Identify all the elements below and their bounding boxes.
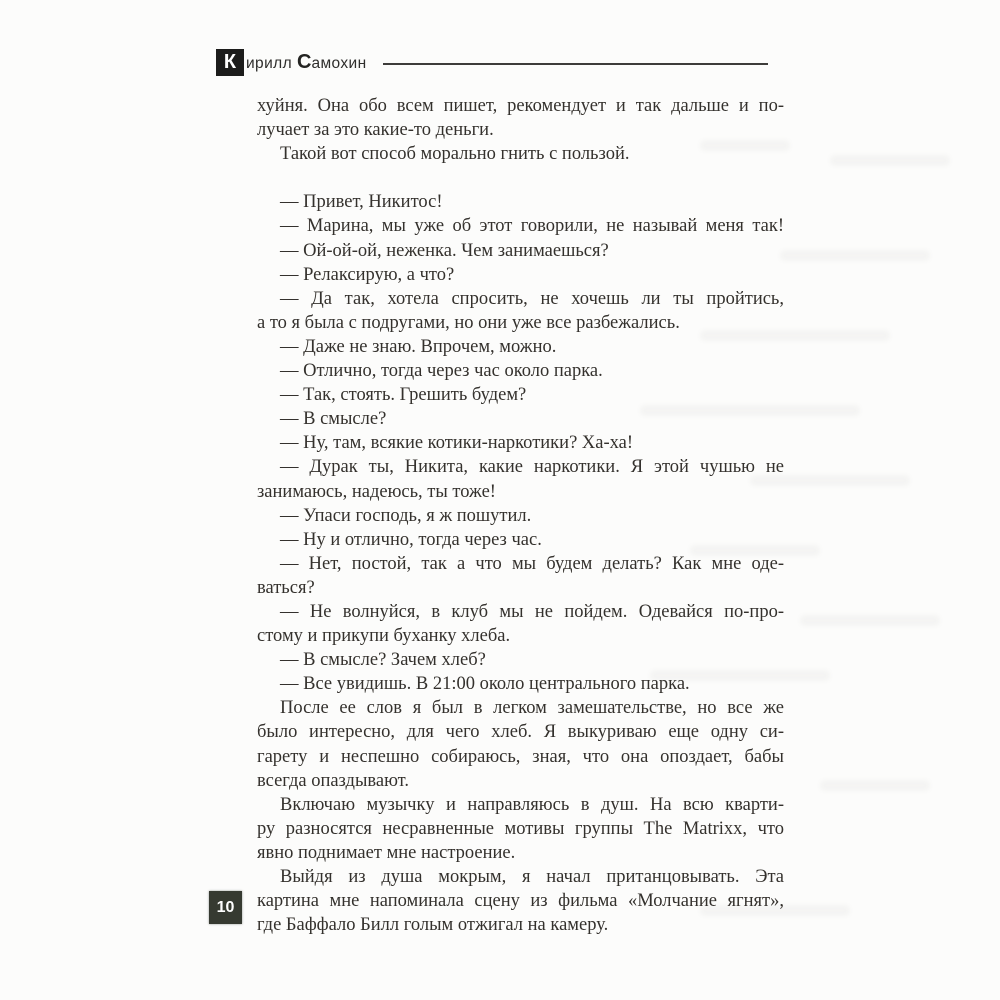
text-line: — Нет, постой, так а что мы будем делать? Как мне оде-	[280, 553, 784, 574]
text-line: — Дурак ты, Никита, какие наркотики. Я этой чушью не	[280, 457, 784, 478]
text-line	[257, 166, 784, 190]
text-line: хуйня. Она обо всем пишет, рекомендует и так дальше и по-	[257, 96, 784, 116]
page-number-badge	[209, 891, 242, 924]
body-text	[257, 94, 784, 937]
text-line: — Привет, Никитос!	[280, 192, 443, 213]
text-line: — В смысле? Зачем хлеб?	[280, 650, 486, 671]
text-line: — Упаси господь, я ж пошутил.	[280, 505, 532, 526]
text-line: ваться?	[257, 577, 315, 598]
text-line: — В смысле?	[280, 409, 387, 430]
author-surname-initial: С	[297, 51, 312, 73]
text-line: Включаю музычку и направляюсь в душ. На всю кварти-	[280, 794, 784, 815]
text-line: — Так, стоять. Грешить будем?	[280, 385, 527, 406]
bleed-mark	[830, 155, 950, 166]
text-line: — Отлично, тогда через час около парка.	[280, 361, 603, 382]
text-line: стому и прикупи буханку хлеба.	[257, 626, 511, 647]
text-line: Такой вот способ морально гнить с пользой.	[280, 144, 630, 165]
text-line: — Ну и отлично, тогда через час.	[280, 529, 542, 550]
text-line: Выйдя из душа мокрым, я начал пританцовывать. Эта	[280, 867, 784, 887]
text-line: ру разносятся несравненные мотивы группы The Matrixx, что	[257, 818, 784, 839]
text-line: — Не волнуйся, в клуб мы не пойдем. Одевайся по-про-	[280, 601, 784, 622]
text-line: а то я была с подругами, но они уже все разбежались.	[257, 312, 680, 333]
text-line: — Все увидишь. В 21:00 около центрального парка.	[280, 674, 690, 695]
bleed-mark	[780, 250, 930, 261]
author-initial-letter: К	[223, 51, 237, 73]
text-line: гарету и неспешно собираюсь, зная, что она опоздает, бабы	[257, 746, 784, 767]
text-line: — Даже не знаю. Впрочем, можно.	[280, 336, 557, 357]
text-line: всегда опаздывают.	[257, 770, 409, 791]
header-rule	[383, 63, 768, 65]
text-line: — Ну, там, всякие котики-наркотики? Ха-ха!	[280, 433, 634, 454]
page-number: 10	[216, 899, 235, 916]
text-line: явно поднимает мне настроение.	[257, 842, 516, 863]
text-line: где Баффало Билл голым отжигал на камеру.	[257, 915, 609, 936]
page-header	[216, 49, 768, 76]
author-surname: амохин	[311, 55, 367, 72]
text-line: картина мне напоминала сцену из фильма «Молчание ягнят»,	[257, 891, 784, 912]
text-line: было интересно, для чего хлеб. Я выкуриваю еще одну си-	[257, 722, 784, 743]
author-initial-box	[216, 49, 244, 76]
text-line: — Релаксирую, а что?	[280, 264, 455, 285]
author-first-name: ирилл	[246, 55, 293, 72]
bleed-mark	[800, 615, 940, 626]
text-line: — Марина, мы уже об этот говорили, не называй меня так!	[280, 216, 784, 237]
text-line: лучает за это какие-то деньги.	[257, 120, 494, 141]
text-line: — Ой-ой-ой, неженка. Чем занимаешься?	[280, 240, 609, 261]
text-line: После ее слов я был в легком замешательстве, но все же	[280, 698, 784, 719]
bleed-mark	[820, 780, 930, 791]
text-line: — Да так, хотела спросить, не хочешь ли ты пройтись,	[280, 288, 784, 309]
text-line: занимаюсь, надеюсь, ты тоже!	[257, 481, 496, 502]
